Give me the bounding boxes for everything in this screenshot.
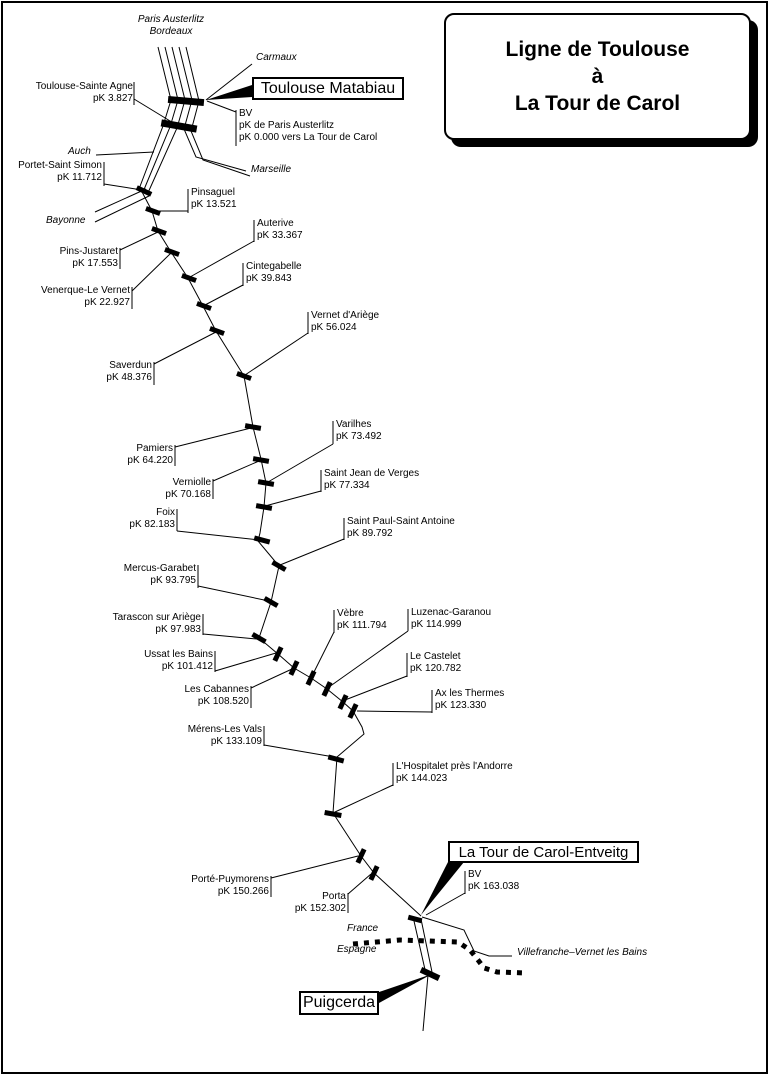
station-label-portet-saint-simon: Portet-Saint Simon pK 11.712: [18, 160, 102, 183]
leader-le-castelet: [345, 676, 407, 700]
station-label-verniolle: Verniolle pK 70.168: [165, 477, 211, 500]
station-label-cintegabelle: Cintegabelle pK 39.843: [246, 261, 302, 284]
station-label-pins-justaret: Pins-Justaret pK 17.553: [59, 246, 118, 269]
station-tick-auterive: [182, 275, 196, 280]
track-villefranche-line: [422, 917, 512, 956]
station-label-foix: Foix pK 82.183: [129, 507, 175, 530]
title-box: [444, 13, 751, 140]
leader-les-cabannes: [251, 669, 292, 688]
station-label-les-cabannes: Les Cabannes pK 108.520: [184, 684, 249, 707]
station-tick-les-cabannes: [291, 661, 297, 675]
station-label-merens-les-vals: Mérens-Les Vals pK 133.109: [187, 724, 262, 747]
station-label-vebre: Vèbre pK 111.794: [337, 608, 387, 631]
track-main-line: [141, 190, 421, 916]
leader-porta: [348, 874, 371, 894]
station-tick-pins-justaret: [152, 228, 166, 233]
station-tick-mercus-garabet: [265, 598, 278, 606]
leader-l-hospitalet-pres-l-andorre: [335, 785, 393, 812]
through-label-bayonne: Bayonne: [46, 215, 86, 226]
station-label-auterive: Auterive pK 33.367: [257, 218, 303, 241]
leader-verniolle: [213, 461, 259, 481]
track-paris-line-1: [139, 47, 171, 189]
station-label-saint-paul-saint-antoine: Saint Paul-Saint Antoine pK 89.792: [347, 516, 455, 539]
station-tick-saint-jean-de-verges: [256, 506, 272, 509]
title-line-3: La Tour de Carol: [514, 92, 681, 115]
station-label-saverdun: Saverdun pK 48.376: [106, 360, 152, 383]
leader-ussat-les-bains: [215, 653, 276, 671]
leader-porte-puymorens: [271, 856, 358, 878]
leader-cintegabelle: [205, 285, 243, 305]
leader-pamiers: [175, 428, 251, 447]
station-label-saint-jean-de-verges: Saint Jean de Verges pK 77.334: [324, 468, 420, 491]
station-label-toulouse-sainte-agne: Toulouse-Sainte Agne pK 3.827: [35, 81, 133, 104]
track-puigcerda-line-2: [421, 919, 432, 972]
station-label-l-hospitalet-pres-l-andorre: L'Hospitalet près l'Andorre pK 144.023: [396, 761, 513, 784]
station-label-porta: Porta pK 152.302: [294, 891, 346, 914]
leader-pins-justaret: [120, 232, 158, 250]
station-tick-la-tour-junction: [408, 917, 422, 921]
leader-mercus-garabet: [198, 586, 269, 601]
leader-vernet-d-ariege: [245, 333, 308, 375]
leader-merens-les-vals: [264, 745, 334, 757]
station-tick-tarascon-sur-ariege: [253, 634, 266, 642]
station-tick-porta: [371, 866, 377, 880]
through-label-espagne: Espagne: [337, 944, 377, 955]
leader-saint-paul-saint-antoine: [280, 539, 344, 565]
station-label-pinsaguel: Pinsaguel pK 13.521: [191, 187, 237, 210]
station-tick-ussat-les-bains: [275, 647, 281, 661]
station-tick-toulouse-matabiau-marker: [168, 99, 204, 102]
station-label-ussat-les-bains: Ussat les Bains pK 101.412: [144, 649, 213, 672]
track-paris-line-4-marseille: [179, 47, 246, 171]
station-tick-luzenac-garanou: [324, 682, 330, 696]
station-tick-foix: [254, 538, 269, 542]
leader-tarascon-sur-ariege: [203, 634, 257, 639]
leader-luzenac-garanou: [329, 631, 408, 687]
station-tick-le-castelet: [340, 695, 346, 709]
leader-saverdun: [154, 332, 216, 364]
station-label-ax-les-thermes: Ax les Thermes pK 123.330: [435, 688, 505, 711]
station-tick-pinsaguel: [146, 208, 160, 213]
leader-saint-jean-de-verges: [265, 491, 321, 506]
station-tick-saverdun: [210, 328, 224, 333]
station-tick-vebre: [308, 671, 314, 685]
leader-foix: [177, 531, 260, 540]
station-label-vernet-d-ariege: Vernet d'Ariège pK 56.024: [311, 310, 380, 333]
station-tick-merens-les-vals: [328, 757, 343, 761]
leader-vebre: [312, 632, 334, 676]
wedge-toulouse-matabiau: [206, 85, 252, 100]
station-tick-porte-puymorens: [358, 849, 364, 863]
boxed-station-la-tour-de-carol-entveitg: La Tour de Carol-Entveitg: [448, 841, 639, 863]
station-label-venerque-le-vernet: Venerque-Le Vernet pK 22.927: [41, 285, 130, 308]
through-label-auch: Auch: [68, 146, 91, 157]
station-tick-venerque-le-vernet: [165, 249, 179, 254]
track-paris-line-2: [143, 47, 178, 192]
through-label-villefranche-vernet-les-bains: Villefranche–Vernet les Bains: [517, 947, 648, 958]
leader-venerque-le-vernet: [132, 253, 171, 291]
wedge-la-tour-de-carol-entveitg: [421, 862, 464, 915]
station-label-bv-la-tour: BV pK 163.038: [468, 869, 520, 892]
track-puigcerda-line-1: [414, 921, 426, 974]
station-tick-toulouse-sainte-agne: [161, 123, 196, 129]
track-puigcerda-tail: [423, 975, 428, 1031]
track-auch-line: [96, 152, 154, 155]
station-tick-vernet-d-ariege: [237, 373, 251, 378]
station-tick-portet-saint-simon: [137, 188, 152, 195]
station-label-bv-matabiau: BV pK de Paris Austerlitz pK 0.000 vers La Tour de Carol: [239, 108, 378, 143]
track-bayonne-line-1: [95, 189, 146, 212]
leader-ax-les-thermes: [357, 711, 432, 712]
station-tick-cintegabelle: [197, 303, 211, 308]
through-label-carmaux: Carmaux: [256, 52, 297, 63]
through-label-france: France: [347, 923, 379, 934]
boxed-station-toulouse-matabiau: Toulouse Matabiau: [252, 77, 404, 100]
station-label-le-castelet: Le Castelet pK 120.782: [410, 651, 462, 674]
title-line-1: Ligne de Toulouse: [505, 38, 690, 61]
boxed-station-puigcerda: Puigcerda: [299, 991, 379, 1015]
station-label-mercus-garabet: Mercus-Garabet pK 93.795: [123, 563, 196, 586]
leader-auterive: [190, 241, 254, 277]
station-label-pamiers: Pamiers pK 64.220: [127, 443, 173, 466]
station-tick-l-hospitalet-pres-l-andorre: [325, 813, 342, 816]
station-label-porte-puymorens: Porté-Puymorens pK 150.266: [191, 874, 269, 897]
station-label-tarascon-sur-ariege: Tarascon sur Ariège pK 97.983: [112, 612, 201, 635]
station-tick-pamiers: [245, 426, 261, 429]
through-label-paris-austerlitz: Paris Austerlitz Bordeaux: [137, 14, 205, 37]
through-label-marseille: Marseille: [251, 164, 292, 175]
station-tick-varilhes: [258, 482, 274, 485]
station-label-varilhes: Varilhes pK 73.492: [336, 419, 382, 442]
station-label-luzenac-garanou: Luzenac-Garanou pK 114.999: [411, 607, 492, 630]
title-line-2: à: [591, 65, 604, 88]
wedge-puigcerda: [379, 974, 432, 1003]
leader-bv-matabiau: [207, 101, 236, 112]
station-tick-verniolle: [253, 459, 269, 462]
